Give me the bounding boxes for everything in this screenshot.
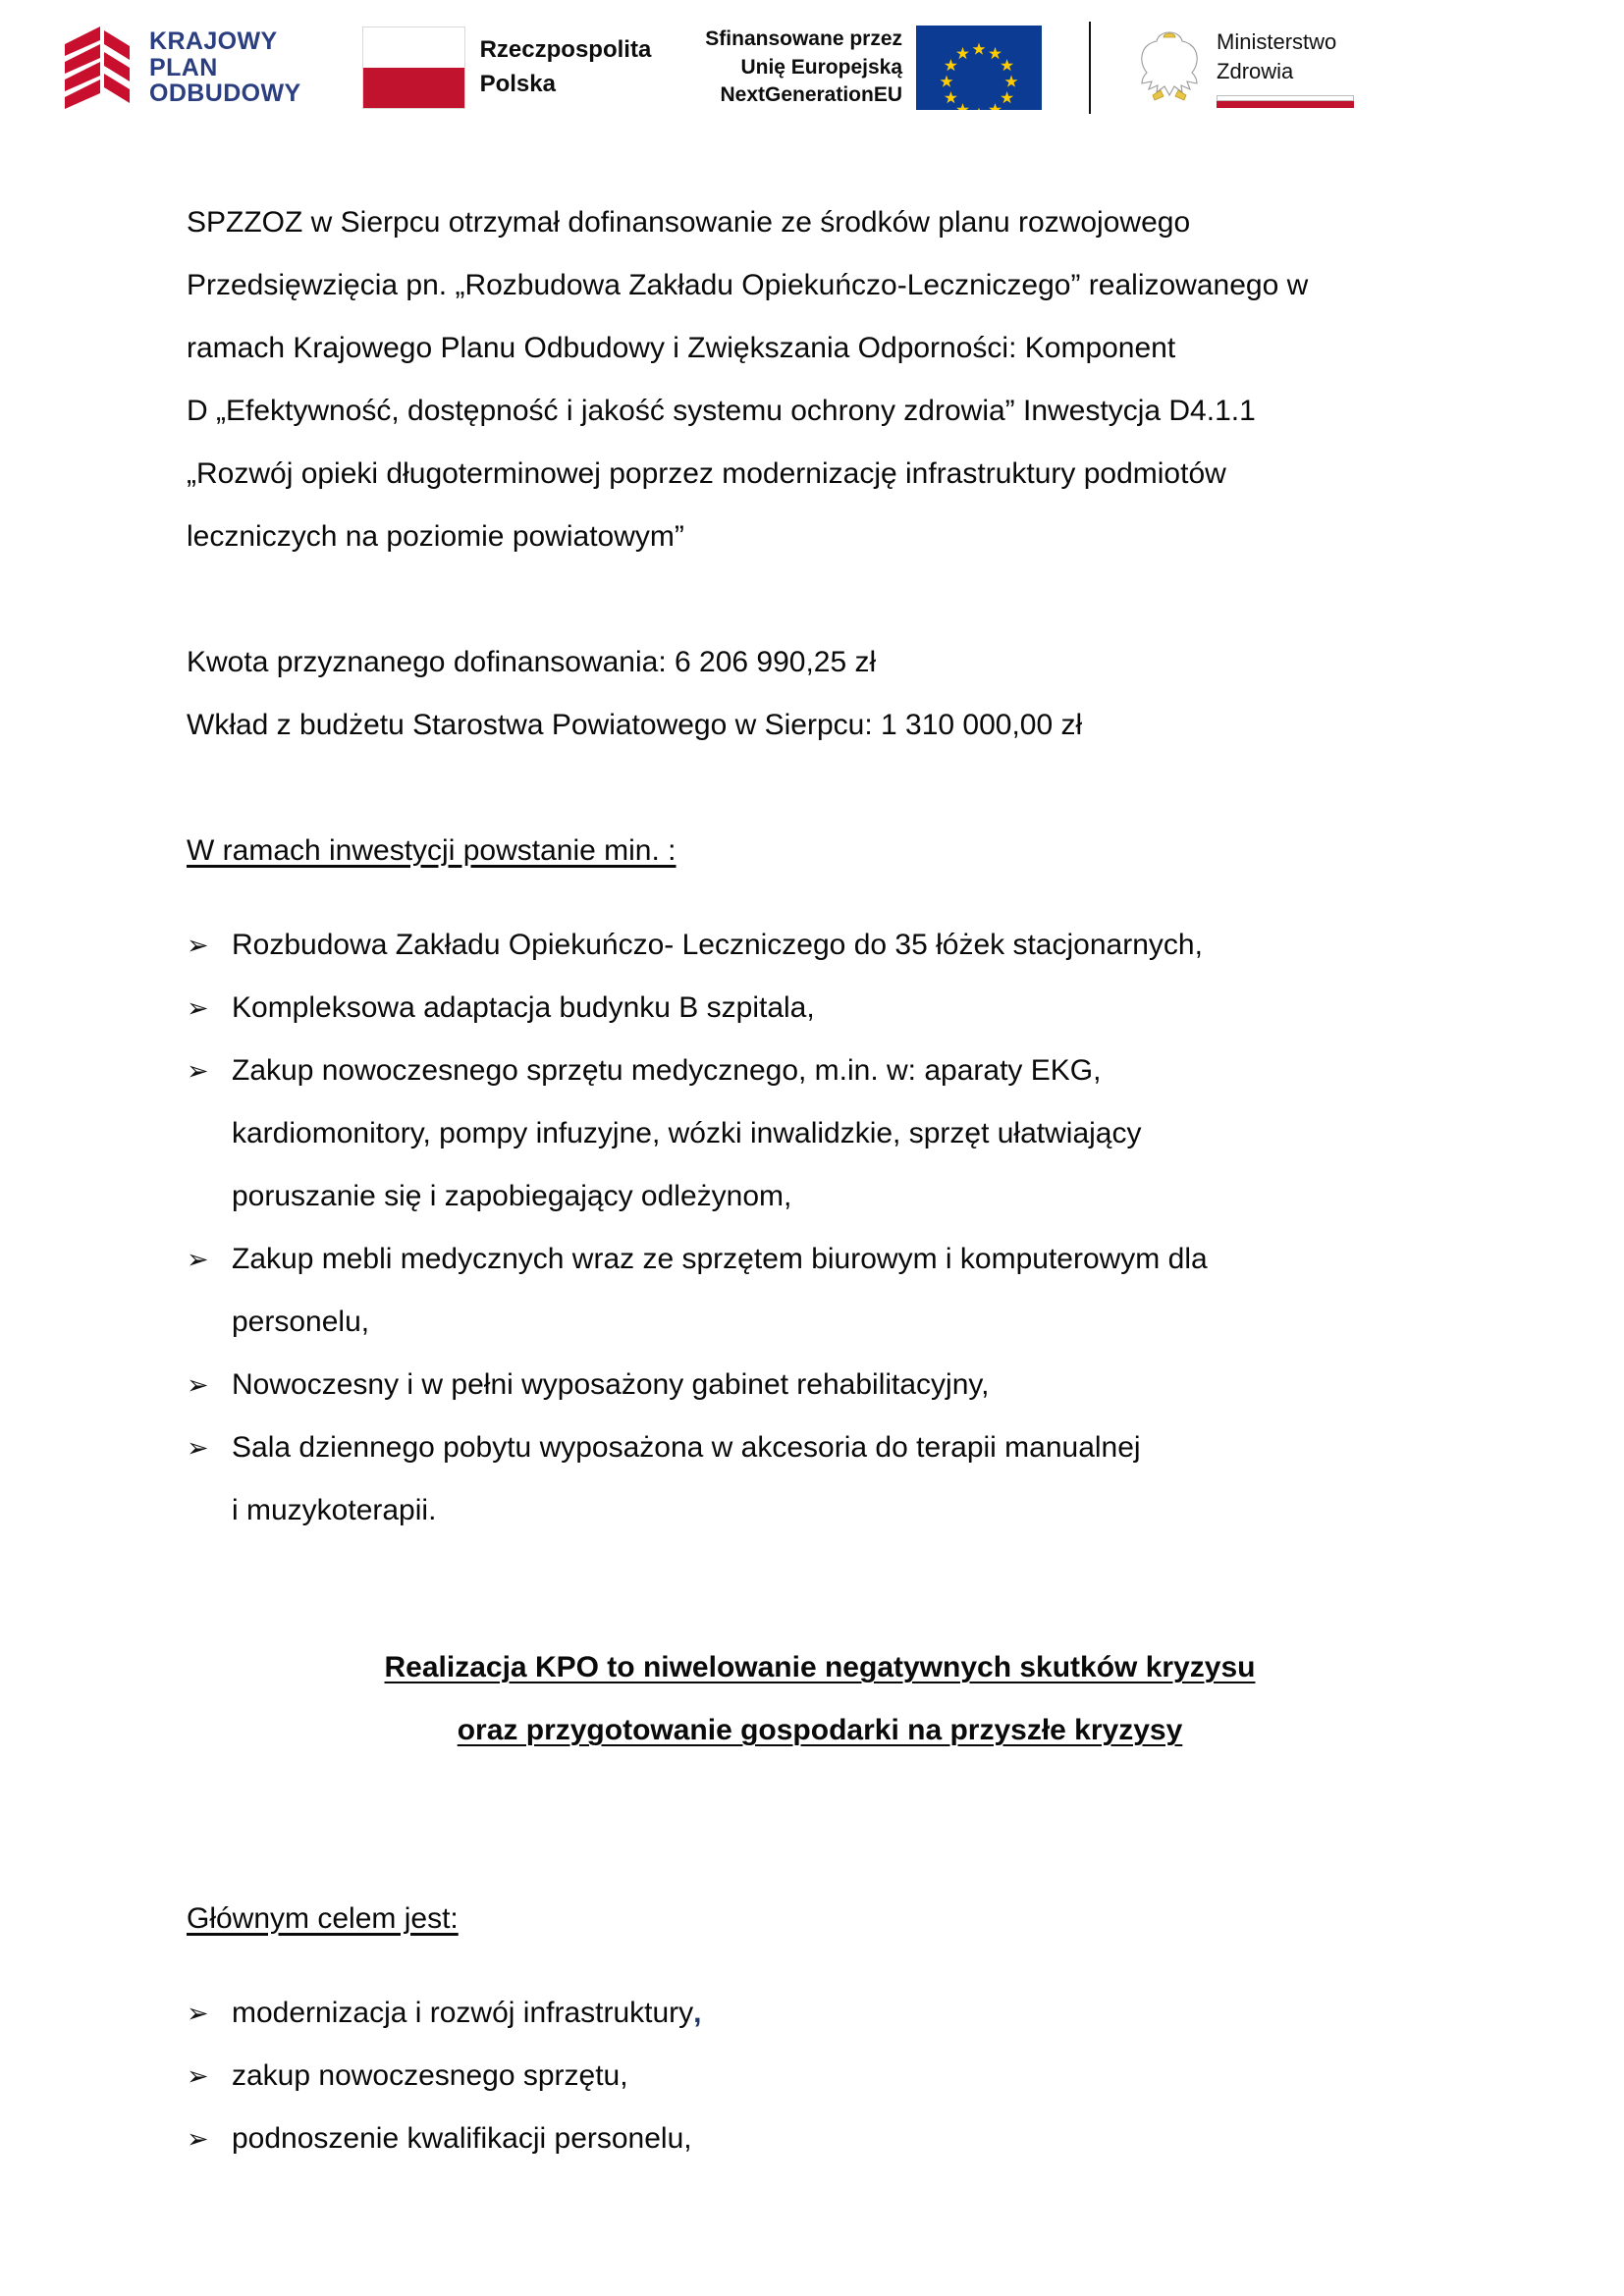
accent-comma: ,	[693, 1997, 702, 2029]
rp-line-2: Polska	[479, 71, 556, 97]
eu-flag-icon	[916, 26, 1042, 110]
list-item-text: Rozbudowa Zakładu Opiekuńczo- Leczniczego do 35 łóżek stacjonarnych,	[232, 929, 1203, 961]
intro-paragraph	[187, 191, 1453, 568]
slogan-line-2: oraz przygotowanie gospodarki na przyszłe kryzysy	[457, 1714, 1183, 1746]
slogan-line-1-wrap	[187, 1636, 1453, 1699]
list-item-continuation: personelu,	[232, 1306, 370, 1338]
funding-amounts	[187, 631, 1453, 757]
arrow-bullet-icon: ➢	[187, 2061, 209, 2091]
kpo-mark-icon	[61, 23, 134, 113]
ministry-of-health-logo	[1135, 24, 1354, 112]
list-item	[187, 1228, 1453, 1354]
blank-line-6	[187, 1762, 1453, 1825]
kpo-line-1: KRAJOWY	[149, 27, 278, 56]
ministry-text-block	[1217, 27, 1354, 109]
list-item-continuation: poruszanie się i zapobiegający odleżynom,	[232, 1180, 792, 1212]
list-item-text: Zakup nowoczesnego sprzętu medycznego, m.in. w: aparaty EKG,	[232, 1054, 1102, 1087]
eu-funding-wordmark	[705, 26, 902, 109]
arrow-bullet-icon: ➢	[187, 1370, 209, 1400]
list-item	[187, 1040, 1453, 1228]
slogan-line-1: Realizacja KPO to niwelowanie negatywnych skutków kryzysu	[384, 1651, 1256, 1683]
intro-line-4: D „Efektywność, dostępność i jakość systemu ochrony zdrowia” Inwestycja D4.1.1	[187, 395, 1256, 427]
kpo-line-2: PLAN	[149, 53, 218, 81]
arrow-bullet-icon: ➢	[187, 2124, 209, 2154]
intro-line-1: SPZZOZ w Sierpcu otrzymał dofinansowanie ze środków planu rozwojowego	[187, 206, 1191, 239]
list-item-text: podnoszenie kwalifikacji personelu,	[232, 2122, 692, 2155]
flag-red-stripe	[363, 68, 464, 108]
arrow-bullet-icon: ➢	[187, 931, 209, 960]
list-item	[187, 977, 1453, 1040]
list-item-text: zakup nowoczesnego sprzętu,	[232, 2059, 628, 2092]
investment-heading: W ramach inwestycji powstanie min. :	[187, 834, 677, 867]
header-divider	[1089, 22, 1091, 114]
blank-line-5	[187, 1605, 1453, 1636]
list-item-text: Nowoczesny i w pełni wyposażony gabinet rehabilitacyjny,	[232, 1368, 990, 1401]
funding-logo-bar	[0, 0, 1624, 135]
blank-line-8	[187, 1950, 1453, 1982]
list-item-continuation: kardiomonitory, pompy infuzyjne, wózki inwalidzkie, sprzęt ułatwiający	[232, 1117, 1142, 1149]
arrow-bullet-icon: ➢	[187, 1433, 209, 1463]
kpo-logo	[61, 23, 301, 113]
investment-list	[187, 914, 1453, 1542]
slogan-line-2-wrap	[187, 1699, 1453, 1762]
goal-list	[187, 1982, 1453, 2170]
blank-line-1	[187, 568, 1453, 631]
intro-line-5: „Rozwój opieki długoterminowej poprzez modernizację infrastruktury podmiotów	[187, 457, 1226, 490]
list-item-text: Zakup mebli medycznych wraz ze sprzętem biurowym i komputerowym dla	[232, 1243, 1208, 1275]
kpo-slogan	[187, 1636, 1453, 1762]
intro-line-6: leczniczych na poziomie powiatowym”	[187, 520, 684, 553]
ministry-bar-red	[1217, 101, 1354, 108]
list-item-continuation: i muzykoterapii.	[232, 1494, 437, 1526]
polish-flag-icon	[362, 27, 465, 109]
list-item	[187, 2045, 1453, 2108]
blank-line-7	[187, 1825, 1453, 1888]
intro-line-2: Przedsięwzięcia pn. „Rozbudowa Zakładu Opiekuńczo-Leczniczego” realizowanego w	[187, 269, 1309, 301]
rp-line-1: Rzeczpospolita	[479, 36, 652, 64]
list-item	[187, 1982, 1453, 2045]
document-body	[187, 191, 1453, 2170]
list-item-text-wrap	[232, 1982, 1453, 2045]
arrow-bullet-icon: ➢	[187, 1056, 209, 1086]
blank-line-3	[187, 882, 1453, 914]
eu-line-1: Sfinansowane przez	[705, 27, 903, 51]
intro-line-3: ramach Krajowego Planu Odbudowy i Zwiększania Odporności: Komponent	[187, 332, 1176, 364]
list-item	[187, 2108, 1453, 2170]
ministry-line-2: Zdrowia	[1217, 59, 1294, 83]
funding-amount-line: Kwota przyznanego dofinansowania: 6 206 990,25 zł	[187, 646, 877, 678]
blank-line-2	[187, 757, 1453, 820]
list-item-text: Sala dziennego pobytu wyposażona w akcesoria do terapii manualnej	[232, 1431, 1141, 1464]
eu-line-2: Unię Europejską	[740, 55, 903, 79]
republic-wordmark	[480, 33, 652, 102]
ministry-line-1: Ministerstwo	[1217, 28, 1337, 54]
list-item	[187, 1416, 1453, 1542]
kpo-line-3: ODBUDOWY	[149, 80, 301, 108]
arrow-bullet-icon: ➢	[187, 1999, 209, 2028]
list-item	[187, 914, 1453, 977]
arrow-bullet-icon: ➢	[187, 1245, 209, 1274]
ministry-flag-bars	[1217, 95, 1354, 108]
investment-heading-wrap	[187, 820, 1453, 882]
flag-white-stripe	[363, 27, 464, 68]
goal-heading-wrap	[187, 1888, 1453, 1950]
list-item-text: Kompleksowa adaptacja budynku B szpitala,	[232, 991, 815, 1024]
list-item-text: modernizacja i rozwój infrastruktury	[232, 1997, 694, 2029]
funding-contribution-line: Wkład z budżetu Starostwa Powiatowego w Sierpcu: 1 310 000,00 zł	[187, 709, 1083, 741]
blank-line-4	[187, 1542, 1453, 1605]
eu-line-3: NextGenerationEU	[720, 83, 903, 107]
goal-heading: Głównym celem jest:	[187, 1902, 459, 1935]
arrow-bullet-icon: ➢	[187, 993, 209, 1023]
european-union-funding-logo	[705, 26, 1042, 110]
list-item	[187, 1354, 1453, 1416]
polish-eagle-icon	[1135, 24, 1204, 112]
republic-of-poland-logo	[362, 27, 652, 109]
kpo-logo-wordmark	[149, 28, 301, 107]
